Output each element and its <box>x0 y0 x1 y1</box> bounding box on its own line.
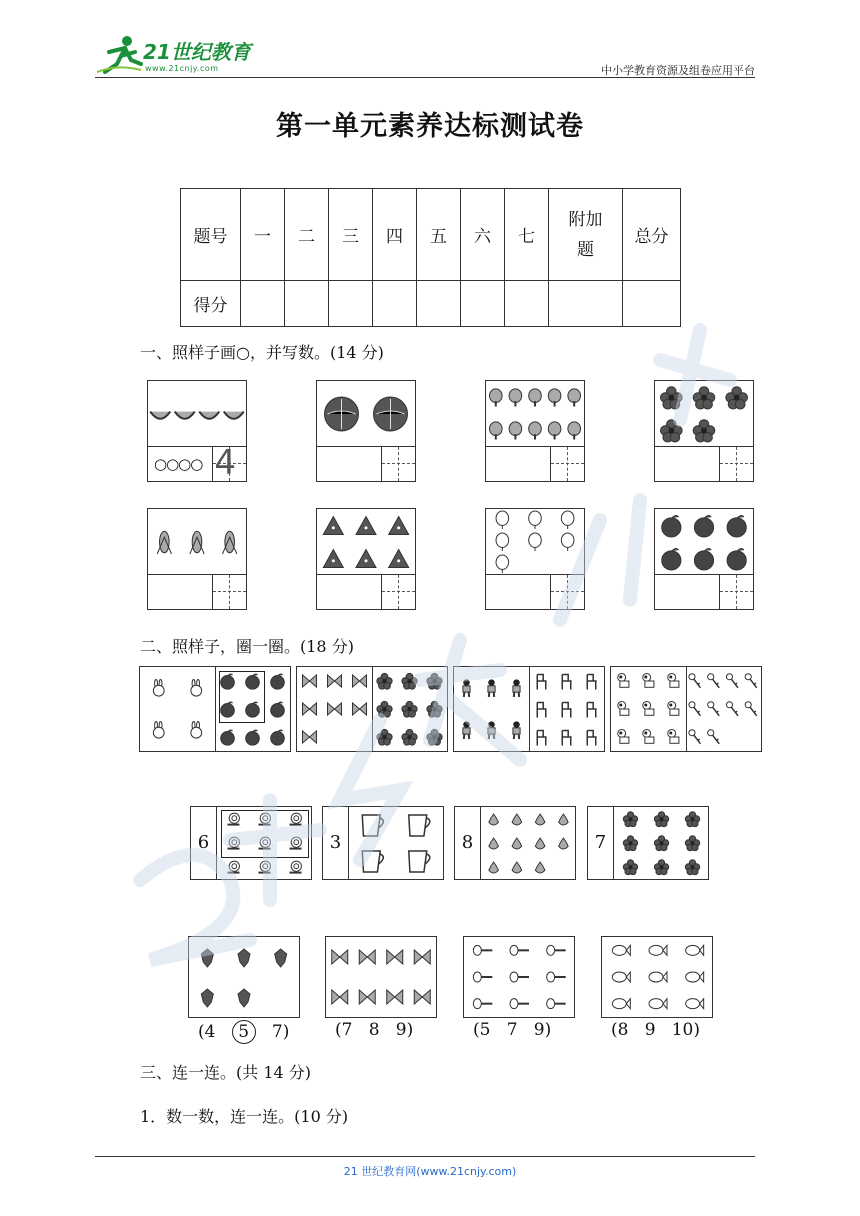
box-number: 6 <box>191 807 217 879</box>
score-cell: 四 <box>373 189 417 281</box>
flower-icon <box>427 673 442 689</box>
key-icon <box>689 702 701 716</box>
butterfly-icon <box>303 703 317 715</box>
spoon-icon <box>547 945 566 955</box>
flower-icon <box>661 387 683 409</box>
leaf-icon <box>201 989 213 1007</box>
child-icon <box>513 721 520 739</box>
count-box <box>485 380 585 482</box>
pair-divider <box>529 667 530 751</box>
example-digit: 4 <box>214 443 236 483</box>
pear-icon <box>489 862 499 873</box>
key-icon <box>726 702 738 716</box>
pair-divider <box>372 667 373 751</box>
watermelon-icon <box>356 550 376 568</box>
score-cell: 七 <box>505 189 549 281</box>
butterfly-icon <box>332 950 348 964</box>
flower-icon <box>623 836 637 851</box>
dog-icon <box>668 673 679 687</box>
circle-answer-area[interactable] <box>486 447 550 481</box>
balloon-icon <box>496 533 509 551</box>
chair-icon <box>537 675 546 690</box>
apple-icon <box>662 549 681 570</box>
choice-options: (5 7 9) <box>473 1020 552 1040</box>
chair-icon <box>562 675 571 690</box>
choice-option[interactable]: 8 <box>368 1020 380 1040</box>
page-title: 第一单元素养达标测试卷 <box>276 111 584 142</box>
cup-icon <box>409 815 430 836</box>
chair-icon <box>562 731 571 746</box>
butterfly-icon <box>387 990 403 1004</box>
score-input-cell[interactable] <box>241 281 285 327</box>
count-picture <box>148 381 246 447</box>
count-picture <box>655 509 753 575</box>
pair-divider <box>215 667 216 751</box>
watermelon-icon <box>389 550 409 568</box>
flower-icon <box>654 860 668 875</box>
child-icon <box>463 679 470 697</box>
spoon-icon <box>473 945 492 955</box>
key-icon <box>745 674 757 688</box>
box-number: 3 <box>323 807 349 879</box>
score-cell: 三 <box>329 189 373 281</box>
choice-option[interactable]: 10 <box>671 1020 694 1040</box>
tree-icon <box>509 389 522 407</box>
count-box <box>316 380 416 482</box>
pair-left <box>454 667 529 751</box>
leaf-icon <box>238 989 250 1007</box>
leaf-icon <box>238 949 250 967</box>
example-selection <box>219 671 265 723</box>
chair-icon <box>537 731 546 746</box>
flower-icon <box>623 860 637 875</box>
tree-icon <box>568 422 581 440</box>
cabbage-icon <box>325 397 359 431</box>
flower-icon <box>427 701 442 717</box>
pair-left <box>140 667 215 751</box>
balloon-icon <box>496 511 509 529</box>
dog-icon <box>668 729 679 743</box>
tree-icon <box>490 389 503 407</box>
flower-icon <box>654 836 668 851</box>
pear-icon <box>512 814 522 825</box>
pair-right[interactable] <box>529 667 604 751</box>
apple-icon <box>662 516 681 537</box>
key-icon <box>708 730 720 744</box>
count-picture <box>486 381 584 447</box>
snail-icon <box>290 861 302 873</box>
cup-icon <box>362 815 383 836</box>
pair-left <box>297 667 372 751</box>
choice-options: (7 8 9) <box>335 1020 414 1040</box>
fish-icon <box>649 972 667 982</box>
example-selection <box>221 810 309 858</box>
pear-icon <box>559 838 569 849</box>
count-picture <box>317 381 415 447</box>
fish-icon <box>649 945 667 955</box>
fish-icon <box>612 999 630 1009</box>
child-icon <box>488 679 495 697</box>
fish-icon <box>686 972 704 982</box>
pear-icon <box>489 814 499 825</box>
score-header-row <box>181 189 681 281</box>
flower-icon <box>693 420 715 442</box>
answer-cell[interactable] <box>550 447 584 481</box>
watermelon-icon <box>389 517 409 535</box>
choice-option[interactable]: 7 <box>341 1020 353 1040</box>
corn-icon <box>190 531 204 554</box>
balloon-icon <box>561 533 574 551</box>
rabbit-icon <box>191 680 202 697</box>
pear-icon <box>559 814 569 825</box>
pair-right[interactable] <box>686 667 761 751</box>
tree-icon <box>568 389 581 407</box>
choice-option[interactable]: 7 <box>506 1020 518 1040</box>
chair-icon <box>537 703 546 718</box>
tree-icon <box>548 422 561 440</box>
answer-cell[interactable] <box>212 575 246 609</box>
number-box-picture <box>350 807 443 879</box>
flower-icon <box>427 729 442 745</box>
answer-cell[interactable] <box>719 575 753 609</box>
pear-icon <box>512 838 522 849</box>
count-box <box>147 380 247 482</box>
choice-box <box>463 936 575 1018</box>
score-value-row <box>181 281 681 327</box>
score-input-cell[interactable] <box>549 281 623 327</box>
score-cell: 总分 <box>623 189 681 281</box>
logo-url: www.21cnjy.com <box>145 64 219 73</box>
score-row-label: 得分 <box>181 281 241 327</box>
choice-options: (8 9 10) <box>611 1020 701 1040</box>
apple-icon <box>271 702 285 717</box>
rabbit-icon <box>153 680 164 697</box>
choice-box <box>325 936 437 1018</box>
choice-option[interactable]: 8 <box>617 1020 629 1040</box>
pair-left <box>611 667 686 751</box>
balloon-icon <box>529 533 542 551</box>
match-pair <box>610 666 762 752</box>
butterfly-icon <box>353 703 367 715</box>
apple-icon <box>727 516 746 537</box>
count-box <box>654 380 754 482</box>
flower-icon <box>685 836 699 851</box>
key-icon <box>745 702 757 716</box>
butterfly-icon <box>414 950 430 964</box>
tree-icon <box>490 422 503 440</box>
match-pair <box>296 666 448 752</box>
pear-icon <box>535 814 545 825</box>
dog-icon <box>668 701 679 715</box>
fish-icon <box>686 999 704 1009</box>
footer-divider <box>95 1156 755 1157</box>
butterfly-icon <box>328 675 342 687</box>
key-icon <box>689 730 701 744</box>
answer-cell[interactable] <box>719 447 753 481</box>
tree-icon <box>548 389 561 407</box>
apple-icon <box>694 549 713 570</box>
match-pair <box>453 666 605 752</box>
score-input-cell[interactable] <box>623 281 681 327</box>
choice-option[interactable]: 5 <box>479 1020 491 1040</box>
flower-icon <box>377 673 392 689</box>
flower-icon <box>402 673 417 689</box>
butterfly-icon <box>303 731 317 743</box>
dog-icon <box>618 729 629 743</box>
choice-option[interactable]: 7 <box>271 1022 283 1042</box>
flower-icon <box>685 860 699 875</box>
circle-answer-area[interactable] <box>486 575 550 609</box>
apple-icon <box>221 730 235 745</box>
score-input-cell[interactable] <box>373 281 417 327</box>
banana-icon <box>150 412 170 419</box>
count-box <box>654 508 754 610</box>
example-circles: ○○○○ <box>154 455 203 473</box>
cabbage-icon <box>374 397 408 431</box>
child-icon <box>513 679 520 697</box>
match-pair <box>139 666 291 752</box>
fish-icon <box>612 972 630 982</box>
logo <box>95 34 265 76</box>
dog-icon <box>643 701 654 715</box>
butterfly-icon <box>414 990 430 1004</box>
butterfly-icon <box>353 675 367 687</box>
number-box[interactable] <box>322 806 444 880</box>
watermelon-icon <box>323 517 343 535</box>
choice-options: (4 5 7) <box>198 1022 290 1042</box>
score-cell: 题号 <box>181 189 241 281</box>
score-cell: 一 <box>241 189 285 281</box>
snail-icon <box>228 861 240 873</box>
choice-option[interactable]: 4 <box>204 1022 216 1042</box>
score-cell: 二 <box>285 189 329 281</box>
banana-icon <box>199 412 219 419</box>
flower-icon <box>402 701 417 717</box>
chair-icon <box>587 675 596 690</box>
flower-icon <box>377 729 392 745</box>
number-box[interactable] <box>454 806 576 880</box>
score-cell: 附加题 <box>549 189 623 281</box>
spoon-icon <box>510 972 529 982</box>
count-picture <box>148 509 246 575</box>
score-input-cell[interactable] <box>417 281 461 327</box>
spoon-icon <box>510 999 529 1009</box>
leaf-icon <box>275 949 287 967</box>
flower-icon <box>377 701 392 717</box>
choice-option[interactable]: 9 <box>533 1020 545 1040</box>
watermelon-icon <box>323 550 343 568</box>
rabbit-icon <box>153 722 164 739</box>
circle-answer-area[interactable] <box>655 447 719 481</box>
key-icon <box>726 674 738 688</box>
choice-option[interactable]: 9 <box>395 1020 407 1040</box>
spoon-icon <box>547 972 566 982</box>
fish-icon <box>686 945 704 955</box>
pair-divider <box>686 667 687 751</box>
count-picture <box>317 509 415 575</box>
apple-icon <box>271 674 285 689</box>
logo-text: 21世纪教育 <box>143 40 251 64</box>
number-box[interactable] <box>587 806 709 880</box>
flower-icon <box>623 812 637 827</box>
page-header <box>95 30 755 78</box>
number-box[interactable] <box>190 806 312 880</box>
number-box-picture <box>482 807 575 879</box>
butterfly-icon <box>328 703 342 715</box>
score-input-cell[interactable] <box>461 281 505 327</box>
snail-icon <box>259 861 271 873</box>
butterfly-icon <box>332 990 348 1004</box>
pair-right[interactable] <box>372 667 447 751</box>
banana-icon <box>224 412 244 419</box>
answer-cell[interactable] <box>381 575 415 609</box>
spoon-icon <box>547 999 566 1009</box>
choice-box <box>601 936 713 1018</box>
score-cell: 六 <box>461 189 505 281</box>
section3-heading: 三、连一连。(共 14 分) <box>140 1063 312 1082</box>
corn-icon <box>157 531 171 554</box>
chair-icon <box>562 703 571 718</box>
footer-text: 21 世纪教育网(www.21cnjy.com) <box>343 1165 517 1178</box>
butterfly-icon <box>359 950 375 964</box>
dog-icon <box>643 729 654 743</box>
circle-answer-area[interactable] <box>655 575 719 609</box>
key-icon <box>689 674 701 688</box>
section3-sub1: 1．数一数，连一连。(10 分) <box>140 1107 349 1126</box>
answer-cell[interactable] <box>381 447 415 481</box>
score-input-cell[interactable] <box>505 281 549 327</box>
key-icon <box>708 702 720 716</box>
balloon-icon <box>529 511 542 529</box>
apple-icon <box>271 730 285 745</box>
flower-icon <box>402 729 417 745</box>
count-box <box>147 508 247 610</box>
apple-icon <box>694 516 713 537</box>
fish-icon <box>612 945 630 955</box>
apple-icon <box>727 549 746 570</box>
chair-icon <box>587 731 596 746</box>
tree-icon <box>529 422 542 440</box>
platform-label: 中小学教育资源及组卷应用平台 <box>601 64 755 77</box>
fish-icon <box>649 999 667 1009</box>
circle-answer-area[interactable] <box>317 447 381 481</box>
pear-icon <box>489 838 499 849</box>
flower-icon <box>654 812 668 827</box>
cup-icon <box>409 851 430 872</box>
flower-icon <box>685 812 699 827</box>
flower-icon <box>726 387 748 409</box>
section2-heading: 二、照样子，圈一圈。(18 分) <box>140 637 354 656</box>
watermelon-icon <box>356 517 376 535</box>
choice-option-circled[interactable]: 5 <box>232 1020 256 1044</box>
dog-icon <box>618 701 629 715</box>
section1-heading: 一、照样子画○，并写数。(14 分) <box>140 343 384 362</box>
score-cell: 五 <box>417 189 461 281</box>
box-number: 8 <box>455 807 481 879</box>
butterfly-icon <box>303 675 317 687</box>
score-input-cell[interactable] <box>285 281 329 327</box>
chair-icon <box>587 703 596 718</box>
corn-icon <box>222 531 236 554</box>
choice-option[interactable]: 9 <box>644 1020 656 1040</box>
circle-answer-area[interactable] <box>148 575 212 609</box>
butterfly-icon <box>359 990 375 1004</box>
number-box-picture <box>615 807 708 879</box>
balloon-icon <box>561 511 574 529</box>
rabbit-icon <box>191 722 202 739</box>
balloon-icon <box>496 555 509 573</box>
box-number: 7 <box>588 807 614 879</box>
count-box <box>485 508 585 610</box>
child-icon <box>463 721 470 739</box>
pear-icon <box>535 862 545 873</box>
flower-icon <box>693 387 715 409</box>
tree-icon <box>529 389 542 407</box>
tree-icon <box>509 422 522 440</box>
spoon-icon <box>473 999 492 1009</box>
pear-icon <box>535 838 545 849</box>
score-input-cell[interactable] <box>329 281 373 327</box>
dog-icon <box>618 673 629 687</box>
spoon-icon <box>473 972 492 982</box>
dog-icon <box>643 673 654 687</box>
key-icon <box>708 674 720 688</box>
spoon-icon <box>510 945 529 955</box>
circle-answer-area[interactable] <box>317 575 381 609</box>
pear-icon <box>512 862 522 873</box>
leaf-icon <box>201 949 213 967</box>
child-icon <box>488 721 495 739</box>
cup-icon <box>362 851 383 872</box>
choice-box <box>188 936 300 1018</box>
butterfly-icon <box>387 950 403 964</box>
flower-icon <box>661 420 683 442</box>
score-table <box>180 188 681 327</box>
count-box <box>316 508 416 610</box>
count-picture <box>655 381 753 447</box>
runner-logo-icon <box>95 34 143 76</box>
apple-icon <box>246 730 260 745</box>
answer-cell[interactable] <box>550 575 584 609</box>
banana-icon <box>175 412 195 419</box>
count-picture <box>486 509 584 575</box>
